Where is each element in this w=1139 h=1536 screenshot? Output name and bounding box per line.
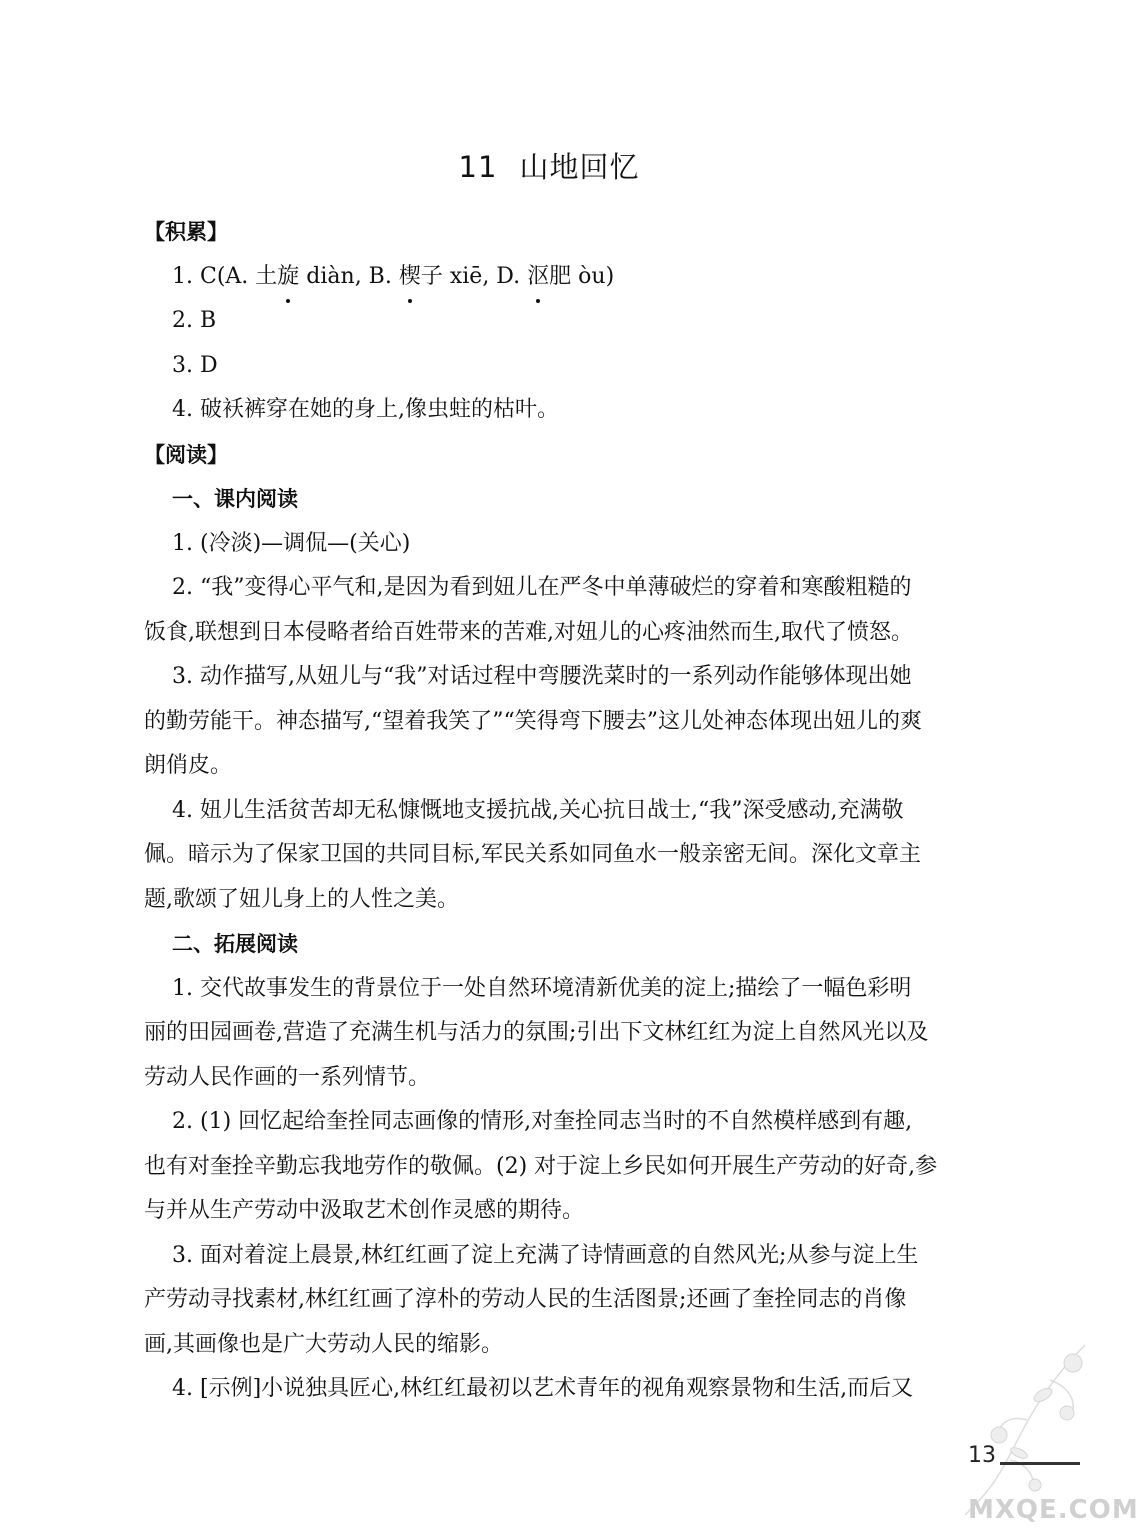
emphasis-char: 旋 — [277, 255, 299, 300]
in-class-q4-line3: 题,歌颂了妞儿身上的人性之美。 — [144, 886, 459, 912]
accumulate-q4: 4. 破袄裤穿在她的身上,像虫蛀的枯叶。 — [172, 397, 559, 422]
lesson-number: 11 — [458, 150, 498, 184]
section-accumulate: 【积累】 — [144, 220, 228, 244]
page-number: 13 — [968, 1443, 996, 1468]
page-title — [0, 145, 1098, 186]
in-class-q2-line2: 饭食,联想到日本侵略者给百姓带来的苦难,对妞儿的心疼油然而生,取代了愤怒。 — [144, 619, 913, 645]
in-class-q3-line3: 朗俏皮。 — [144, 753, 233, 778]
accumulate-q2: 2. B — [172, 308, 217, 333]
in-class-q3-line2: 的勤劳能干。神态描写,“望着我笑了”“笑得弯下腰去”这儿处神态体现出妞儿的爽 — [144, 708, 922, 734]
extended-q3-line2: 产劳动寻找素材,林红红画了淳朴的劳动人民的生活图景;还画了奎拴同志的肖像 — [144, 1287, 907, 1312]
extended-q4-line1: 4. [示例]小说独具匠心,林红红最初以艺术青年的视角观察景物和生活,而后又 — [172, 1376, 914, 1401]
in-class-q4-line2: 佩。暗示为了保家卫国的共同目标,军民关系如同鱼水一般亲密无间。深化文章主 — [144, 842, 921, 867]
emphasis-char: 沤 — [527, 255, 549, 300]
accumulate-q3: 3. D — [172, 352, 218, 378]
extended-q3-line3: 画,其画像也是广大劳动人民的缩影。 — [144, 1331, 503, 1357]
section-in-class: 一、课内阅读 — [172, 487, 298, 511]
watermark-logo: MXQE.COM — [968, 1495, 1139, 1525]
extended-q3-line1: 3. 面对着淀上晨景,林红红画了淀上充满了诗情画意的自然风光;从参与淀上生 — [172, 1242, 919, 1268]
section-reading: 【阅读】 — [144, 442, 228, 467]
extended-q2-line2: 也有对奎拴辛勤忘我地劳作的敬佩。(2) 对于淀上乡民如何开展生产劳动的好奇,参 — [144, 1153, 938, 1179]
accumulate-q1 — [172, 255, 972, 300]
q1-text: 肥 òu) — [549, 263, 615, 289]
extended-q1-line2: 丽的田园画卷,营造了充满生机与活力的氛围;引出下文林红红为淀上自然风光以及 — [144, 1020, 929, 1045]
page-number-bar — [1000, 1462, 1080, 1465]
q1-text: 1. C(A. 土 — [172, 263, 278, 289]
extended-q1-line3: 劳动人民作画的一系列情节。 — [144, 1064, 431, 1090]
in-class-q4-line1: 4. 妞儿生活贫苦却无私慷慨地支援抗战,关心抗日战士,“我”深受感动,充满敬 — [172, 797, 904, 823]
section-extended: 二、拓展阅读 — [172, 932, 298, 956]
in-class-q1: 1. (冷淡)—调侃—(关心) — [172, 530, 411, 556]
lesson-title: 山地回忆 — [519, 150, 640, 184]
extended-q2-line1: 2. (1) 回忆起给奎拴同志画像的情形,对奎拴同志当时的不自然模样感到有趣, — [172, 1109, 913, 1134]
in-class-q3-line1: 3. 动作描写,从妞儿与“我”对话过程中弯腰洗菜时的一系列动作能够体现出她 — [172, 664, 912, 689]
in-class-q2-line1: 2. “我”变得心平气和,是因为看到妞儿在严冬中单薄破烂的穿着和寒酸粗糙的 — [172, 575, 912, 600]
q1-text: diàn, B. — [299, 263, 399, 289]
extended-q2-line3: 与并从生产劳动中汲取艺术创作灵感的期待。 — [144, 1198, 585, 1223]
emphasis-char: 楔 — [399, 255, 421, 300]
q1-text: 子 xiē, D. — [420, 263, 528, 289]
answer-content — [144, 210, 972, 1412]
extended-q1-line1: 1. 交代故事发生的背景位于一处自然环境清新优美的淀上;描绘了一幅色彩明 — [172, 975, 912, 1001]
